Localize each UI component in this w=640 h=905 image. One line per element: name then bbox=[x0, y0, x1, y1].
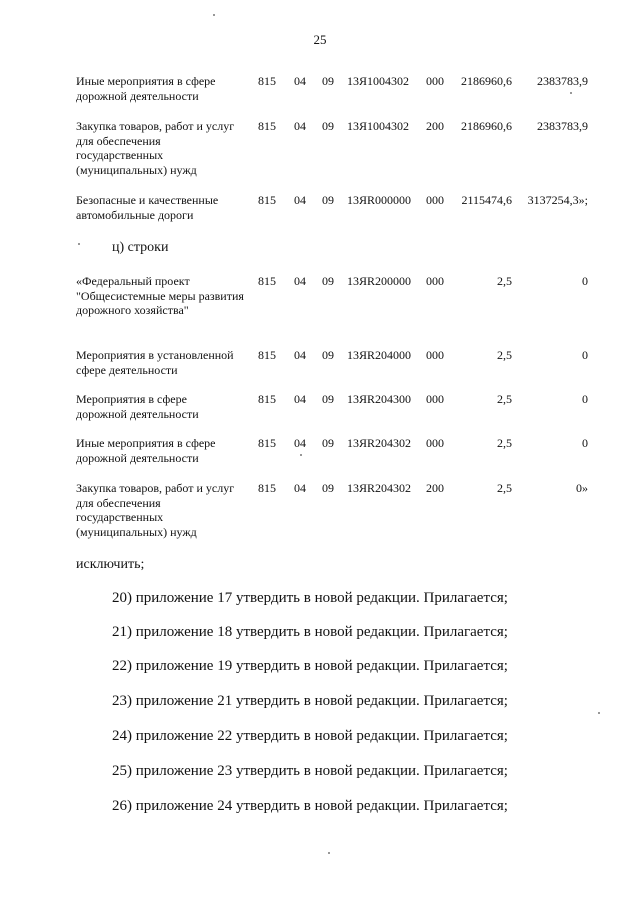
page-number: 25 bbox=[313, 32, 327, 47]
row-amount-2: 0 bbox=[582, 436, 588, 450]
row-amount-1: 2,5 bbox=[497, 481, 512, 495]
row-name: Иные мероприятия в сфере дорожной деятельности bbox=[76, 436, 216, 465]
row-subsection: 09 bbox=[322, 74, 334, 88]
row-admin-code: 815 bbox=[258, 348, 276, 362]
scan-speck bbox=[300, 454, 302, 456]
row-target-code: 13ЯR204302 bbox=[347, 436, 412, 450]
scan-speck bbox=[570, 92, 572, 94]
row-amount-2: 0 bbox=[582, 392, 588, 406]
row-expense-type: 000 bbox=[426, 392, 444, 406]
row-amount-1: 2186960,6 bbox=[461, 74, 512, 88]
row-name: Закупка товаров, работ и услуг для обеспечения государственных (муниципальных) нужд bbox=[76, 119, 235, 177]
row-expense-type: 000 bbox=[426, 74, 444, 88]
row-amount-1: 2,5 bbox=[497, 348, 512, 362]
row-amount-1: 2115474,6 bbox=[461, 193, 512, 207]
row-subsection: 09 bbox=[322, 348, 334, 362]
row-amount-2: 3137254,3»; bbox=[527, 193, 588, 207]
row-name: Мероприятия в установленной сфере деятельности bbox=[76, 348, 234, 377]
scan-speck bbox=[598, 712, 600, 714]
row-admin-code: 815 bbox=[258, 481, 276, 495]
row-amount-1: 2,5 bbox=[497, 392, 512, 406]
scan-speck bbox=[213, 14, 215, 16]
row-subsection: 09 bbox=[322, 119, 334, 133]
row-target-code: 13ЯR204302 bbox=[347, 481, 412, 495]
row-expense-type: 000 bbox=[426, 348, 444, 362]
row-section: 04 bbox=[294, 274, 306, 288]
row-subsection: 09 bbox=[322, 436, 334, 450]
list-item: 23) приложение 21 утвердить в новой редакции. Прилагается; bbox=[112, 693, 508, 709]
section-subheading: ц) строки bbox=[112, 240, 169, 255]
row-section: 04 bbox=[294, 119, 306, 133]
list-item: 20) приложение 17 утвердить в новой редакции. Прилагается; bbox=[112, 590, 508, 606]
row-section: 04 bbox=[294, 193, 306, 207]
row-expense-type: 000 bbox=[426, 436, 444, 450]
row-amount-2: 0 bbox=[582, 274, 588, 288]
row-target-code: 13Я1004302 bbox=[347, 74, 410, 88]
row-name: Иные мероприятия в сфере дорожной деятельности bbox=[76, 74, 216, 103]
row-target-code: 13ЯR204300 bbox=[347, 392, 412, 406]
exclude-instruction: исключить; bbox=[76, 557, 145, 572]
row-expense-type: 000 bbox=[426, 274, 444, 288]
row-admin-code: 815 bbox=[258, 119, 276, 133]
scan-speck bbox=[78, 243, 80, 245]
row-section: 04 bbox=[294, 348, 306, 362]
row-admin-code: 815 bbox=[258, 436, 276, 450]
scan-speck bbox=[328, 852, 330, 854]
row-amount-2: 0» bbox=[576, 481, 588, 495]
row-target-code: 13Я1004302 bbox=[347, 119, 410, 133]
row-target-code: 13ЯR204000 bbox=[347, 348, 412, 362]
row-subsection: 09 bbox=[322, 392, 334, 406]
row-name: Безопасные и качественные автомобильные дороги bbox=[76, 193, 219, 222]
row-section: 04 bbox=[294, 481, 306, 495]
row-subsection: 09 bbox=[322, 193, 334, 207]
list-item: 25) приложение 23 утвердить в новой редакции. Прилагается; bbox=[112, 763, 508, 779]
row-target-code: 13ЯR000000 bbox=[347, 193, 412, 207]
row-admin-code: 815 bbox=[258, 74, 276, 88]
row-amount-2: 2383783,9 bbox=[537, 74, 588, 88]
row-admin-code: 815 bbox=[258, 193, 276, 207]
row-amount-2: 0 bbox=[582, 348, 588, 362]
row-subsection: 09 bbox=[322, 274, 334, 288]
row-name: Закупка товаров, работ и услуг для обеспечения государственных (муниципальных) нужд bbox=[76, 481, 235, 539]
list-item: 22) приложение 19 утвердить в новой редакции. Прилагается; bbox=[112, 658, 508, 674]
row-expense-type: 000 bbox=[426, 193, 444, 207]
row-target-code: 13ЯR200000 bbox=[347, 274, 412, 288]
list-item: 24) приложение 22 утвердить в новой редакции. Прилагается; bbox=[112, 728, 508, 744]
row-amount-1: 2186960,6 bbox=[461, 119, 512, 133]
row-section: 04 bbox=[294, 436, 306, 450]
row-section: 04 bbox=[294, 392, 306, 406]
row-amount-2: 2383783,9 bbox=[537, 119, 588, 133]
list-item: 26) приложение 24 утвердить в новой редакции. Прилагается; bbox=[112, 798, 508, 814]
row-admin-code: 815 bbox=[258, 274, 276, 288]
row-name: Мероприятия в сфере дорожной деятельности bbox=[76, 392, 199, 421]
row-name: «Федеральный проект "Общесистемные меры развития дорожного хозяйства" bbox=[76, 274, 244, 318]
row-amount-1: 2,5 bbox=[497, 436, 512, 450]
row-section: 04 bbox=[294, 74, 306, 88]
row-expense-type: 200 bbox=[426, 119, 444, 133]
row-expense-type: 200 bbox=[426, 481, 444, 495]
row-admin-code: 815 bbox=[258, 392, 276, 406]
row-amount-1: 2,5 bbox=[497, 274, 512, 288]
row-subsection: 09 bbox=[322, 481, 334, 495]
list-item: 21) приложение 18 утвердить в новой редакции. Прилагается; bbox=[112, 624, 508, 640]
